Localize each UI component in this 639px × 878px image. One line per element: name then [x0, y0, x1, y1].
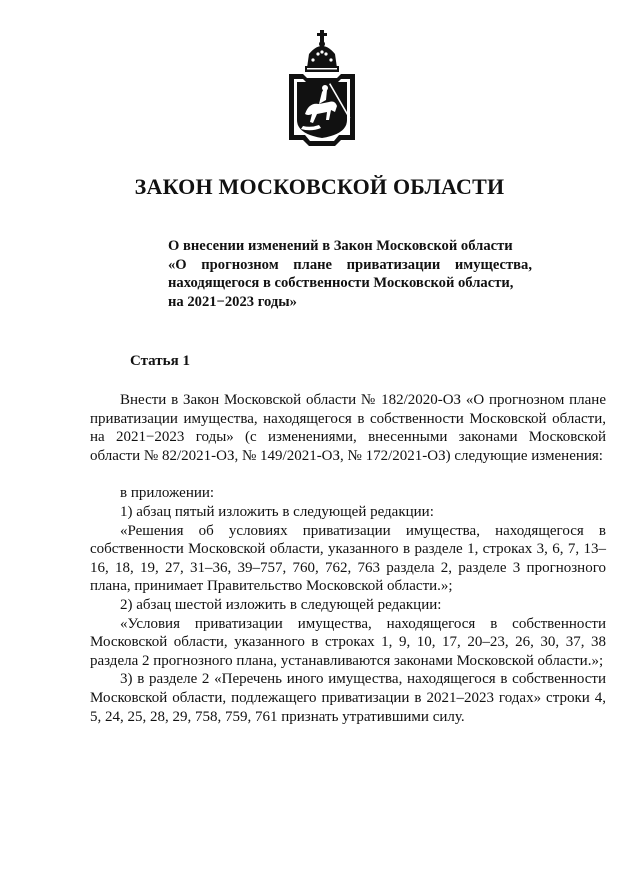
paragraph-intro: Внести в Закон Московской области № 182/2020-ОЗ «О прогнозном плане приватизации имущества, находящегося в собственности Московской области, на 2021−2023 годы» (с изменениями, внесенными законами Московской области № 82/2021-ОЗ, № 149/2021-ОЗ, № 172/2021-ОЗ) следующие изменения: [90, 392, 606, 464]
law-subtitle [168, 237, 532, 311]
article-heading: Статья 1 [130, 353, 190, 369]
document-title: ЗАКОН МОСКОВСКОЙ ОБЛАСТИ [134, 174, 505, 199]
paragraph-item-2: 2) абзац шестой изложить в следующей редакции: [120, 596, 442, 613]
article-body [90, 391, 606, 726]
paragraph-item-1: 1) абзац пятый изложить в следующей редакции: [120, 503, 434, 520]
coat-of-arms-icon [285, 24, 359, 152]
paragraph-quote-2: «Условия приватизации имущества, находящегося в собственности Московской области, указанного в строках 1, 9, 10, 17, 20–23, 26, 30, 37, 38 раздела 2 прогнозного плана, устанавливаются законами Московской области.»; [90, 615, 606, 669]
paragraph-item-3: 3) в разделе 2 «Перечень иного имущества, находящегося в собственности Московской области, подлежащего приватизации в 2021–2023 годах» строки 4, 5, 24, 25, 28, 29, 758, 759, 761 признать утратившими силу. [90, 671, 606, 725]
paragraph-quote-1: «Решения об условиях приватизации имущества, находящегося в собственности Московской области, указанного в разделе 1, строках 3, 6, 7, 13–16, 18, 19, 27, 31–36, 39–757, 760, 762, 763 раздела 2, разделе 3 прогнозного плана, принимает Правительство Московской области.»; [90, 522, 606, 595]
subtitle-line: «О прогнозном плане приватизации имущества, [168, 256, 532, 273]
subtitle-line: О внесении изменений в Закон Московской области [168, 238, 513, 254]
paragraph-appendix: в приложении: [120, 485, 215, 502]
subtitle-line: находящегося в собственности Московской области, [168, 275, 514, 292]
subtitle-line: на 2021−2023 годы» [168, 293, 297, 310]
